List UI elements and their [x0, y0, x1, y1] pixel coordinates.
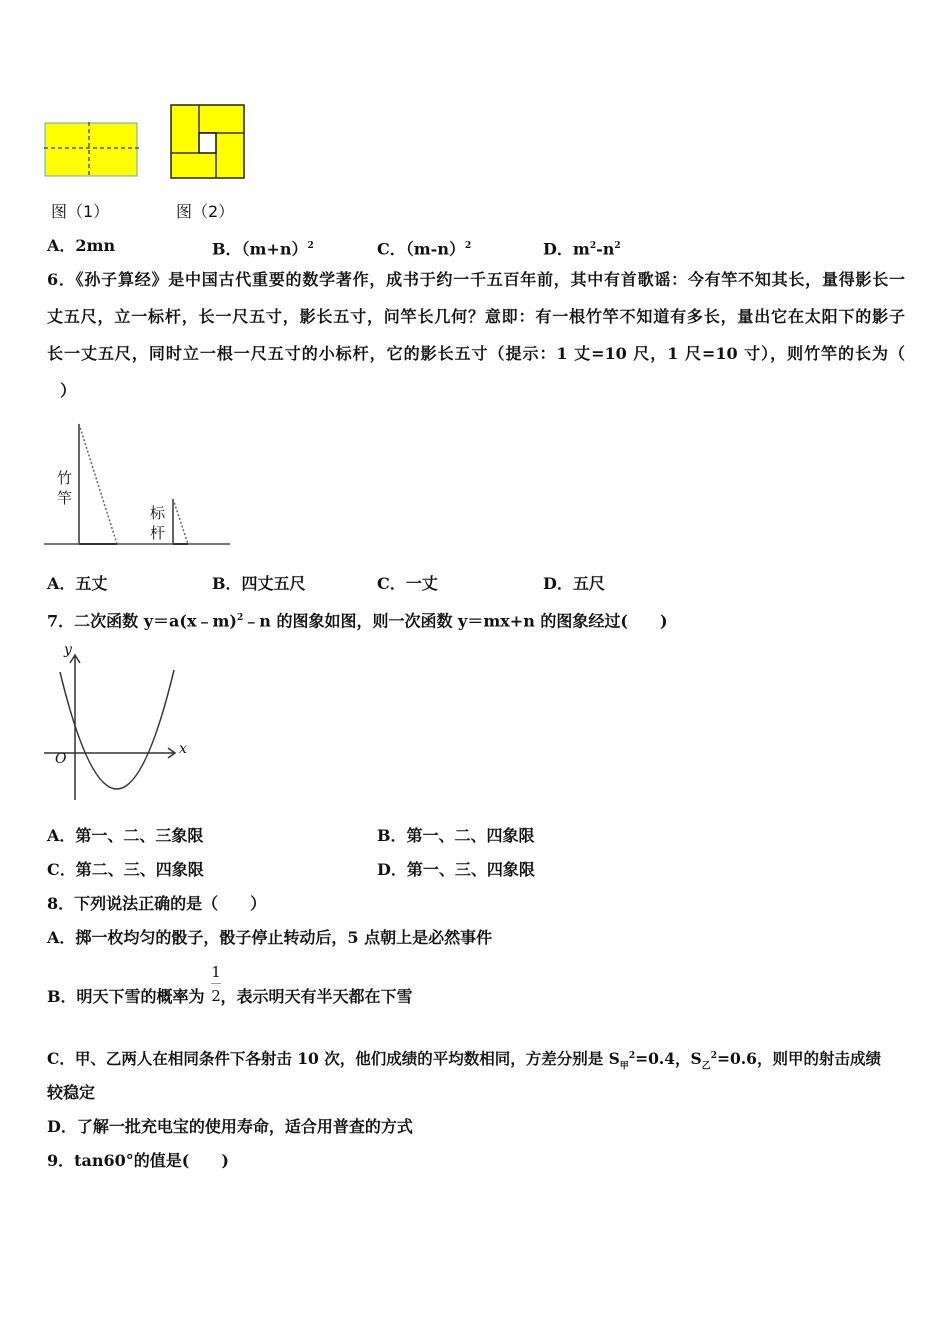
y-axis-label: y	[64, 642, 72, 658]
q5-option-c: C．$(m-n)^2$	[377, 239, 472, 259]
q9-stem: 9．tan60°的值是( )	[47, 1151, 229, 1170]
q8-stem: 8．下列说法正确的是（ ）	[47, 894, 267, 913]
q6-line-1: 6．《孙子算经》是中国古代重要的数学著作，成书于约一千五百年前，其中有首歌谣：今有竿不知其长，量得影长一	[47, 270, 905, 289]
q7-option-c: C．第二、三、四象限	[47, 860, 204, 879]
q7-option-b: B．第一、二、四象限	[377, 826, 535, 845]
pole-label: 竹 竿	[57, 469, 73, 507]
q6-option-d: D．五尺	[543, 574, 605, 593]
q8-option-c-line-2: 较稳定	[47, 1083, 96, 1102]
q6-option-c: C．一丈	[377, 574, 438, 593]
fraction-bar	[211, 983, 221, 984]
bamboo-shadow-diagram	[44, 420, 234, 550]
q7-option-a: A．第一、二、三象限	[47, 826, 204, 845]
fraction-denominator: 2	[211, 987, 221, 1005]
origin-label: O	[55, 751, 67, 767]
fraction-numerator: 1	[211, 963, 221, 981]
q5-option-d: D．$m^2-n^2$	[543, 239, 621, 259]
q6-line-3: 长一丈五尺，同时立一根一尺五寸的小标杆，它的影长五寸（提示：1 丈=10 尺，1 尺=10 寸），则竹竿的长为（	[47, 344, 905, 363]
parabola-graph	[44, 645, 194, 805]
figure-2-caption: 图（2）	[176, 202, 235, 221]
q6-option-b: B．四丈五尺	[212, 574, 306, 593]
q8-option-c-line-1: C．甲、乙两人在相同条件下各射击 10 次，他们成绩的平均数相同，方差分别是 $S_甲^2=0.4$，$S_乙^2=0.6$，则甲的射击成绩	[47, 1049, 881, 1072]
q6-option-a: A．五丈	[47, 574, 108, 593]
figure-1-rectangle	[44, 122, 140, 178]
q6-line-2: 丈五尺，立一标杆，长一尺五寸，影长五寸，问竿长几何？意即：有一根竹竿不知道有多长，量出它在太阳下的影子	[47, 307, 905, 326]
figure-2-square	[170, 104, 246, 180]
q8-option-d: D．了解一批充电宝的使用寿命，适合用普查的方式	[47, 1117, 413, 1136]
stick-label: 标 杆	[150, 504, 166, 542]
q8-option-a: A．掷一枚均匀的骰子，骰子停止转动后，5 点朝上是必然事件	[47, 928, 493, 947]
x-axis-label: x	[179, 741, 187, 757]
q5-option-b: B．$(m+n)^2$	[212, 239, 314, 259]
q6-line-4: ）	[60, 381, 77, 400]
figure-1-caption: 图（1）	[51, 202, 110, 221]
q5-option-a: A．2mn	[47, 236, 116, 255]
q7-option-d: D．第一、三、四象限	[377, 860, 535, 879]
q7-stem: 7．二次函数 y＝a(x﹣m)$^2$﹣n 的图象如图，则一次函数 y＝mx+n 的图象经过( )	[47, 611, 668, 631]
q8-option-b: B．明天下雪的概率为 ，表示明天有半天都在下雪	[47, 987, 413, 1006]
